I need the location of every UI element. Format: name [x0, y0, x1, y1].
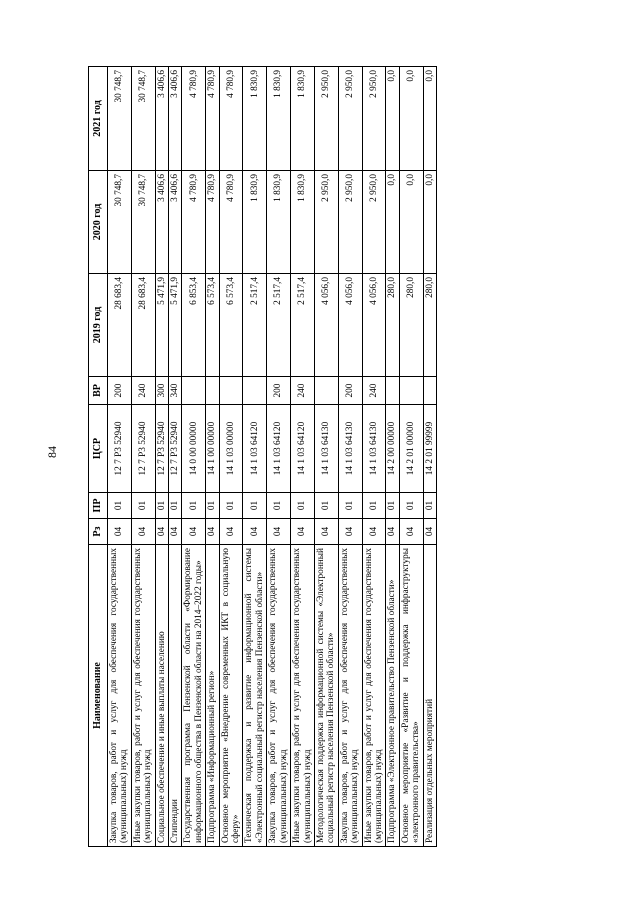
- cell-name: Иные закупки товаров, работ и услуг для обеспечения государственных (муниципальных) нужд: [131, 545, 155, 847]
- cell-rz: 04: [314, 519, 338, 545]
- cell-2020: 4 780,9: [182, 171, 206, 274]
- cell-2019: 4 056,0: [338, 274, 362, 377]
- cell-2020: 4 780,9: [219, 171, 243, 274]
- cell-2021: 2 950,0: [362, 67, 386, 171]
- table-row: [362, 67, 386, 847]
- cell-pr: 01: [155, 493, 168, 519]
- header-rz: Рз: [89, 519, 108, 545]
- cell-2020: 1 830,9: [243, 171, 267, 274]
- cell-2021: 30 748,7: [108, 67, 132, 171]
- cell-vr: 240: [291, 377, 315, 405]
- header-csr: ЦСР: [89, 405, 108, 493]
- cell-pr: 01: [338, 493, 362, 519]
- cell-2019: 280,0: [386, 274, 399, 377]
- cell-vr: 200: [108, 377, 132, 405]
- cell-csr: 14 1 03 64130: [362, 405, 386, 493]
- header-name: Наименование: [89, 545, 108, 847]
- cell-pr: 01: [206, 493, 219, 519]
- cell-2021: 4 780,9: [219, 67, 243, 171]
- table-row: [182, 67, 206, 847]
- cell-pr: 01: [399, 493, 423, 519]
- cell-csr: 14 2 00 00000: [386, 405, 399, 493]
- cell-2019: 2 517,4: [267, 274, 291, 377]
- cell-pr: 01: [169, 493, 182, 519]
- cell-2020: 2 950,0: [338, 171, 362, 274]
- cell-vr: 240: [131, 377, 155, 405]
- header-pr: ПР: [89, 493, 108, 519]
- cell-name: Реализация отдельных мероприятий: [423, 545, 436, 847]
- cell-pr: 01: [386, 493, 399, 519]
- cell-csr: 14 1 03 64120: [291, 405, 315, 493]
- cell-rz: 04: [131, 519, 155, 545]
- cell-2021: 2 950,0: [314, 67, 338, 171]
- page-number: 84: [44, 446, 59, 458]
- cell-2020: 3 406,6: [155, 171, 168, 274]
- cell-csr: 14 0 00 00000: [182, 405, 206, 493]
- cell-csr: 14 1 03 64130: [314, 405, 338, 493]
- cell-pr: 01: [291, 493, 315, 519]
- cell-2019: 28 683,4: [108, 274, 132, 377]
- cell-vr: [182, 377, 206, 405]
- cell-rz: 04: [267, 519, 291, 545]
- cell-2020: 1 830,9: [291, 171, 315, 274]
- cell-rz: 04: [219, 519, 243, 545]
- cell-2021: 1 830,9: [267, 67, 291, 171]
- cell-2019: 28 683,4: [131, 274, 155, 377]
- cell-rz: 04: [243, 519, 267, 545]
- cell-name: Подпрограмма «Электронное правительство Пензенской области»: [386, 545, 399, 847]
- table-row: [155, 67, 168, 847]
- cell-vr: [243, 377, 267, 405]
- cell-2019: 2 517,4: [291, 274, 315, 377]
- budget-table: [88, 66, 437, 847]
- table-row: [386, 67, 399, 847]
- cell-2021: 4 780,9: [182, 67, 206, 171]
- cell-2021: 1 830,9: [291, 67, 315, 171]
- cell-2019: 6 853,4: [182, 274, 206, 377]
- cell-2021: 1 830,9: [243, 67, 267, 171]
- header-vr: ВР: [89, 377, 108, 405]
- cell-csr: 14 2 01 00000: [399, 405, 423, 493]
- table-row: [219, 67, 243, 847]
- cell-csr: 14 1 03 00000: [219, 405, 243, 493]
- header-2019: 2019 год: [89, 274, 108, 377]
- cell-2020: 2 950,0: [362, 171, 386, 274]
- cell-2020: 30 748,7: [131, 171, 155, 274]
- cell-name: Закупка товаров, работ и услуг для обеспечения государственных (муниципальных) нужд: [108, 545, 132, 847]
- cell-rz: 04: [338, 519, 362, 545]
- cell-name: Закупка товаров, работ и услуг для обеспечения государственных (муниципальных) нужд: [338, 545, 362, 847]
- table-row: [267, 67, 291, 847]
- cell-name: Государственная программа Пензенской области «Формирование информационного общества в Пензенской области на 2014–2022 годы»: [182, 545, 206, 847]
- cell-2021: 4 780,9: [206, 67, 219, 171]
- cell-2019: 280,0: [423, 274, 436, 377]
- cell-rz: 04: [291, 519, 315, 545]
- cell-2019: 6 573,4: [219, 274, 243, 377]
- cell-pr: 01: [243, 493, 267, 519]
- cell-csr: 12 7 P3 52940: [108, 405, 132, 493]
- header-2020: 2020 год: [89, 171, 108, 274]
- table-row: [131, 67, 155, 847]
- cell-2020: 0,0: [423, 171, 436, 274]
- cell-pr: 01: [131, 493, 155, 519]
- cell-rz: 04: [206, 519, 219, 545]
- table-header-row: [89, 67, 108, 847]
- cell-name: Закупка товаров, работ и услуг для обеспечения государственных (муниципальных) нужд: [267, 545, 291, 847]
- cell-vr: 240: [362, 377, 386, 405]
- cell-2019: 5 471,9: [155, 274, 168, 377]
- table-row: [314, 67, 338, 847]
- cell-pr: 01: [182, 493, 206, 519]
- cell-rz: 04: [182, 519, 206, 545]
- cell-2020: 2 950,0: [314, 171, 338, 274]
- cell-2019: 5 471,9: [169, 274, 182, 377]
- cell-name: Стипендии: [169, 545, 182, 847]
- cell-csr: 12 7 P3 52940: [155, 405, 168, 493]
- cell-2021: 0,0: [423, 67, 436, 171]
- cell-csr: 14 1 03 64120: [267, 405, 291, 493]
- cell-csr: 14 1 03 64130: [338, 405, 362, 493]
- cell-csr: 14 1 03 64120: [243, 405, 267, 493]
- cell-vr: [219, 377, 243, 405]
- cell-2019: 6 573,4: [206, 274, 219, 377]
- cell-name: Основное мероприятие «Внедрение современных ИКТ в социальную сферу»: [219, 545, 243, 847]
- cell-name: Иные закупки товаров, работ и услуг для обеспечения государственных (муниципальных) нужд: [362, 545, 386, 847]
- cell-2021: 0,0: [386, 67, 399, 171]
- cell-pr: 01: [362, 493, 386, 519]
- cell-vr: 340: [169, 377, 182, 405]
- table-row: [423, 67, 436, 847]
- table-row: [108, 67, 132, 847]
- table-body: [108, 67, 437, 847]
- cell-rz: 04: [399, 519, 423, 545]
- cell-vr: 200: [338, 377, 362, 405]
- cell-2021: 30 748,7: [131, 67, 155, 171]
- cell-2021: 0,0: [399, 67, 423, 171]
- cell-vr: [206, 377, 219, 405]
- cell-2019: 280,0: [399, 274, 423, 377]
- cell-vr: [386, 377, 399, 405]
- header-2021: 2021 год: [89, 67, 108, 171]
- cell-2020: 4 780,9: [206, 171, 219, 274]
- cell-rz: 04: [362, 519, 386, 545]
- table-row: [399, 67, 423, 847]
- cell-rz: 04: [169, 519, 182, 545]
- cell-name: Техническая поддержка и развитие информационной системы «Электронный социальный регистр населения Пензенской области»: [243, 545, 267, 847]
- cell-2020: 3 406,6: [169, 171, 182, 274]
- cell-name: Социальное обеспечение и иные выплаты населению: [155, 545, 168, 847]
- cell-name: Основное мероприятие «Развитие и поддержка инфраструктуры «электронного правительства»: [399, 545, 423, 847]
- cell-csr: 12 7 P3 52940: [131, 405, 155, 493]
- cell-pr: 01: [314, 493, 338, 519]
- cell-name: Подпрограмма «Информационный регион»: [206, 545, 219, 847]
- cell-rz: 04: [423, 519, 436, 545]
- cell-vr: 200: [267, 377, 291, 405]
- cell-pr: 01: [267, 493, 291, 519]
- table-row: [243, 67, 267, 847]
- cell-2019: 2 517,4: [243, 274, 267, 377]
- cell-2020: 0,0: [399, 171, 423, 274]
- cell-vr: [423, 377, 436, 405]
- cell-csr: 12 7 P3 52940: [169, 405, 182, 493]
- cell-name: Иные закупки товаров, работ и услуг для обеспечения государственных (муниципальных) нужд: [291, 545, 315, 847]
- cell-2020: 1 830,9: [267, 171, 291, 274]
- cell-pr: 01: [423, 493, 436, 519]
- cell-2021: 3 406,6: [169, 67, 182, 171]
- cell-name: Методологическая поддержка информационной системы «Электронный социальный регистр населения Пензенской области»: [314, 545, 338, 847]
- cell-vr: [399, 377, 423, 405]
- table-row: [169, 67, 182, 847]
- table-row: [206, 67, 219, 847]
- table-row: [291, 67, 315, 847]
- cell-vr: [314, 377, 338, 405]
- cell-rz: 04: [155, 519, 168, 545]
- cell-csr: 14 1 00 00000: [206, 405, 219, 493]
- cell-2020: 30 748,7: [108, 171, 132, 274]
- budget-table-container: [88, 67, 563, 847]
- cell-2021: 2 950,0: [338, 67, 362, 171]
- table-row: [338, 67, 362, 847]
- cell-rz: 04: [108, 519, 132, 545]
- cell-pr: 01: [108, 493, 132, 519]
- cell-2019: 4 056,0: [314, 274, 338, 377]
- cell-2020: 0,0: [386, 171, 399, 274]
- cell-rz: 04: [386, 519, 399, 545]
- cell-csr: 14 2 01 99999: [423, 405, 436, 493]
- cell-pr: 01: [219, 493, 243, 519]
- cell-2021: 3 406,6: [155, 67, 168, 171]
- cell-vr: 300: [155, 377, 168, 405]
- cell-2019: 4 056,0: [362, 274, 386, 377]
